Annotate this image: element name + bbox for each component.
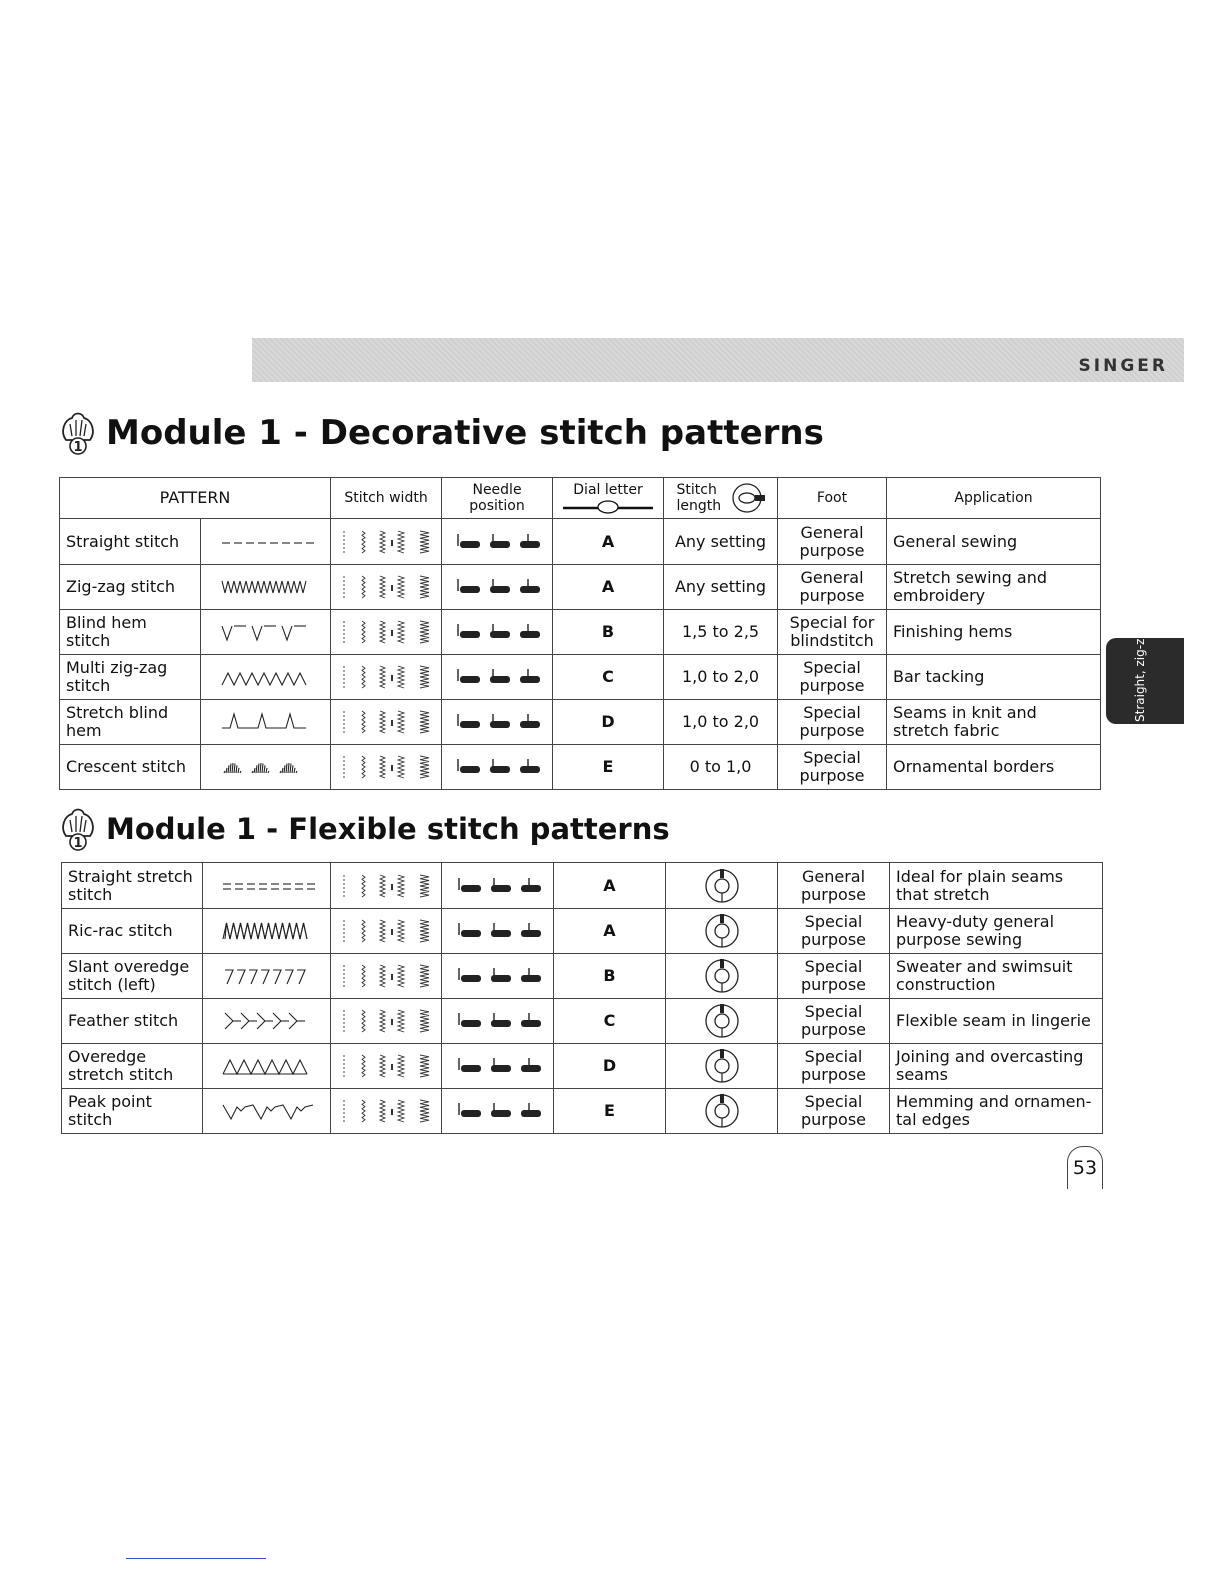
flexible-stitch-dial-icon [703,957,741,995]
pattern-name: Straight stitch [60,519,201,565]
header-needle-position: Needle position [442,478,553,519]
foot: Special purpose [778,954,890,999]
application: Sweater and swimsuit construction [890,954,1103,999]
needle-position [442,1044,554,1089]
dial-letter: A [554,863,666,909]
stitch-width-icon [336,753,436,781]
pattern-symbol [201,610,331,655]
straight-stitch-icon [218,530,314,554]
pattern-symbol [201,655,331,700]
stitch-length: 1,0 to 2,0 [664,700,778,745]
needle-position-icon [455,965,541,987]
table-row [60,700,1101,745]
page-number: 53 [1067,1146,1103,1189]
needle-position-icon [454,621,540,643]
decorative-stitch-table [59,477,1101,790]
header-application: Application [887,478,1101,519]
table-row [60,610,1101,655]
table-row [62,1089,1103,1134]
table-row [60,519,1101,565]
stitch-width [331,999,442,1044]
stitch-width [331,909,442,954]
foot: Special purpose [778,999,890,1044]
header-dial-letter: Dial letter [553,478,664,519]
stitch-width-icon [336,1007,436,1035]
pattern-name: Blind hem stitch [60,610,201,655]
stitch-width [331,954,442,999]
ricrac-stitch-icon [219,919,315,943]
divider [126,1558,266,1559]
dial-letter: D [554,1044,666,1089]
needle-position [442,519,553,565]
flexible-stitch-dial-icon [703,1092,741,1130]
header-foot: Foot [778,478,887,519]
stitch-length [666,1044,778,1089]
needle-position-icon [455,920,541,942]
table-row [60,565,1101,610]
dial-letter: C [553,655,664,700]
table-row [62,1044,1103,1089]
needle-position [442,954,554,999]
stitch-width [331,1089,442,1134]
header-stitch-length: Stitch length [664,478,778,519]
dial-letter: A [554,909,666,954]
stitch-width-icon [336,872,436,900]
pattern-symbol [201,565,331,610]
application: Hemming and ornamen- tal edges [890,1089,1103,1134]
application: Stretch sewing and embroidery [887,565,1101,610]
stitch-width-icon [336,1052,436,1080]
pattern-symbol [203,909,331,954]
pattern-symbol [203,863,331,909]
needle-position [442,655,553,700]
pattern-symbol [203,999,331,1044]
stitch-width [331,565,442,610]
overedge-stitch-icon [219,1054,315,1078]
foot: General purpose [778,519,887,565]
needle-position [442,700,553,745]
needle-position-icon [454,531,540,553]
stitch-length [666,954,778,999]
application: Heavy-duty general purpose sewing [890,909,1103,954]
pattern-name: Straight stretch stitch [62,863,203,909]
dial-letter-icon [563,500,653,514]
table-row [62,954,1103,999]
stitch-width-icon [336,618,436,646]
needle-position-icon [455,1010,541,1032]
dial-letter: E [553,745,664,790]
dial-letter: E [554,1089,666,1134]
pattern-name: Zig-zag stitch [60,565,201,610]
needle-position [442,1089,554,1134]
stitch-width-icon [336,708,436,736]
slant-stitch-icon [219,964,315,988]
foot: Special for blindstitch [778,610,887,655]
stitch-width [331,610,442,655]
table-row [60,655,1101,700]
stitch-length [666,909,778,954]
stitch-width-icon [336,573,436,601]
flexible-stitch-table [61,862,1103,1134]
dial-letter: D [553,700,664,745]
side-tab[interactable] [1106,504,1184,724]
feather-stitch-icon [219,1009,315,1033]
pattern-symbol [203,954,331,999]
application: Bar tacking [887,655,1101,700]
flexible-title [58,806,670,852]
needle-position-icon [454,666,540,688]
stitch-width [331,655,442,700]
application: Seams in knit and stretch fabric [887,700,1101,745]
needle-position-icon [454,711,540,733]
stitch-length: 1,0 to 2,0 [664,655,778,700]
dial-letter: C [554,999,666,1044]
dial-letter: B [553,610,664,655]
flexible-stitch-dial-icon [703,1047,741,1085]
pattern-name: Peak point stitch [62,1089,203,1134]
stitch-length: 0 to 1,0 [664,745,778,790]
needle-position [442,610,553,655]
pattern-name: Stretch blind hem [60,700,201,745]
foot: Special purpose [778,700,887,745]
peak-stitch-icon [219,1099,315,1123]
needle-position-icon [454,756,540,778]
pattern-name: Feather stitch [62,999,203,1044]
application: Flexible seam in lingerie [890,999,1103,1044]
flexible-stitch-dial-icon [703,1002,741,1040]
stitch-width-icon [336,1097,436,1125]
table-row [62,999,1103,1044]
stitch-length [666,999,778,1044]
pattern-symbol [201,519,331,565]
decorative-title [58,410,824,456]
needle-position-icon [455,1055,541,1077]
zigzag-stitch-icon [218,575,314,599]
flexible-stitch-dial-icon [703,912,741,950]
foot: Special purpose [778,655,887,700]
svg-text:1: 1 [73,440,83,455]
application: Finishing hems [887,610,1101,655]
foot: General purpose [778,565,887,610]
stitch-width [331,519,442,565]
stitch-width [331,1044,442,1089]
stitch-width [331,863,442,909]
flexible-stitch-dial-icon [703,867,741,905]
module-1-icon [58,806,98,852]
needle-position [442,909,554,954]
stitch-width-icon [336,663,436,691]
pattern-name: Slant overedge stitch (left) [62,954,203,999]
pattern-symbol [203,1089,331,1134]
pattern-symbol [203,1044,331,1089]
needle-position-icon [455,1100,541,1122]
header-stitch-width: Stitch width [331,478,442,519]
application: General sewing [887,519,1101,565]
application: Ideal for plain seams that stretch [890,863,1103,909]
side-tab-label: Straight, zig-zag and others stitches [1133,504,1147,722]
foot: Special purpose [778,745,887,790]
dial-letter: A [553,519,664,565]
header-band [252,338,1184,382]
needle-position-icon [454,576,540,598]
needle-position [442,745,553,790]
needle-position [442,999,554,1044]
needle-position [442,565,553,610]
blindhem-stitch-icon [218,620,314,644]
needle-position [442,863,554,909]
pattern-name: Multi zig-zag stitch [60,655,201,700]
needle-position-icon [455,875,541,897]
stitch-width-icon [336,528,436,556]
header-pattern: PATTERN [60,478,331,519]
stitch-length [666,863,778,909]
stitch-width-icon [336,962,436,990]
stitch-width-icon [336,917,436,945]
brand-logo: SINGER [1078,356,1168,376]
pattern-symbol [201,745,331,790]
crescent-stitch-icon [218,755,314,779]
foot: Special purpose [778,1089,890,1134]
stitch-width [331,745,442,790]
table-row [60,745,1101,790]
module-1-icon [58,410,98,456]
pattern-symbol [201,700,331,745]
pattern-name: Ric-rac stitch [62,909,203,954]
svg-text:1: 1 [73,836,83,851]
foot: General purpose [778,863,890,909]
flexible-title-text: Module 1 - Flexible stitch patterns [106,812,670,846]
foot: Special purpose [778,1044,890,1089]
table-row [62,909,1103,954]
stitch-length: 1,5 to 2,5 [664,610,778,655]
dial-letter: B [554,954,666,999]
dial-letter: A [553,565,664,610]
stitch-length-icon [731,481,765,515]
stitch-length [666,1089,778,1134]
stitch-length: Any setting [664,565,778,610]
decorative-title-text: Module 1 - Decorative stitch patterns [106,413,824,453]
stitch-length: Any setting [664,519,778,565]
multizigzag-stitch-icon [218,665,314,689]
pattern-name: Crescent stitch [60,745,201,790]
straightstretch-stitch-icon [219,874,315,898]
stretchblind-stitch-icon [218,710,314,734]
application: Joining and overcasting seams [890,1044,1103,1089]
pattern-name: Overedge stretch stitch [62,1044,203,1089]
stitch-width [331,700,442,745]
table-row [62,863,1103,909]
application: Ornamental borders [887,745,1101,790]
foot: Special purpose [778,909,890,954]
